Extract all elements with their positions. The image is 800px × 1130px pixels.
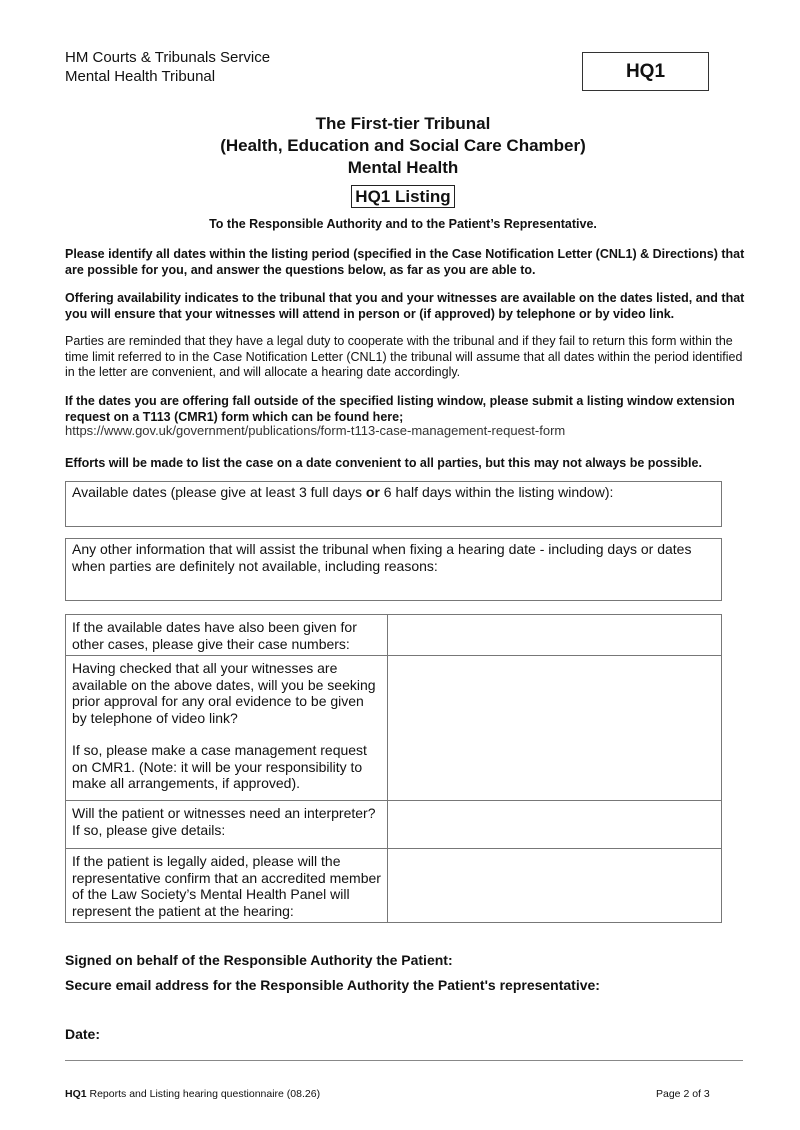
table-row <box>66 615 722 656</box>
question-case-numbers: If the available dates have also been given for other cases, please give their case numbers: <box>66 615 388 656</box>
form-code-box: HQ1 <box>582 52 709 91</box>
instruction-extension: If the dates you are offering fall outside of the specified listing window, please submit a listing window extension request on a T113 (CMR1) form which can be found here; <box>65 394 735 424</box>
question-interpreter: Will the patient or witnesses need an interpreter? If so, please give details: <box>66 801 388 849</box>
table-row <box>66 849 722 923</box>
instruction-efforts: Efforts will be made to list the case on a date convenient to all parties, but this may not always be possible. <box>65 456 702 470</box>
other-information-field[interactable] <box>65 538 722 601</box>
table-row <box>66 801 722 849</box>
footer-divider <box>65 1060 743 1061</box>
answer-remote-evidence[interactable] <box>388 656 722 801</box>
instruction-dates: Please identify all dates within the listing period (specified in the Case Notification Letter (CNL1) & Directions) that are possible for you, and answer the questions below, as far as you are able to. <box>65 247 745 277</box>
title-line-2: (Health, Education and Social Care Chamber) <box>220 136 586 155</box>
answer-interpreter[interactable] <box>388 801 722 849</box>
available-dates-label-or: or <box>365 484 380 500</box>
available-dates-field[interactable] <box>65 481 722 527</box>
org-name: HM Courts & Tribunals Service <box>65 49 271 66</box>
secure-email-label: Secure email address for the Responsible Authority the Patient's representative: <box>65 977 600 993</box>
answer-case-numbers[interactable] <box>388 615 722 656</box>
instruction-legal-duty: Parties are reminded that they have a legal duty to cooperate with the tribunal and if they fail to return this form within the time limit referred to in the Case Notification Letter (CNL1) the tribunal will assume that all dates within the period identified in the letter are convenient, and will allocate a hearing date accordingly. <box>65 334 743 379</box>
title-line-3: Mental Health <box>347 158 459 177</box>
page-number: Page 2 of 3 <box>656 1088 710 1100</box>
questions-table <box>65 614 722 923</box>
title-line-1: The First-tier Tribunal <box>315 114 491 133</box>
listing-label: HQ1 Listing <box>351 185 454 208</box>
addressee-subheading: To the Responsible Authority and to the Patient’s Representative. <box>209 217 597 231</box>
instruction-availability: Offering availability indicates to the tribunal that you and your witnesses are available on the dates listed, and that you will ensure that your witnesses will attend in person or (if approved) by telephone or by video link. <box>65 291 745 321</box>
footer-form-title <box>65 1088 320 1100</box>
signed-on-behalf-label: Signed on behalf of the Responsible Authority the Patient: <box>65 952 453 968</box>
date-label: Date: <box>65 1026 101 1042</box>
cmr1-form-link[interactable]: https://www.gov.uk/government/publications/form-t113-case-management-request-form <box>65 423 566 438</box>
listing-heading <box>0 185 800 208</box>
question-remote-evidence <box>66 656 388 801</box>
available-dates-label-end: 6 half days within the listing window): <box>379 484 614 500</box>
answer-legal-aid[interactable] <box>388 849 722 923</box>
organisation-header <box>65 48 270 86</box>
footer-form-name: Reports and Listing hearing questionnaire (08.26) <box>86 1088 321 1100</box>
other-information-label: Any other information that will assist the tribunal when fixing a hearing date - including days or dates when parties are definitely not available, including reasons: <box>72 541 692 574</box>
document-title <box>0 113 800 179</box>
remote-evidence-note: If so, please make a case management request on CMR1. (Note: it will be your responsibility to make all arrangements, if approved). <box>72 742 367 791</box>
question-legal-aid: If the patient is legally aided, please will the representative confirm that an accredited member of the Law Society’s Mental Health Panel will represent the patient at the hearing: <box>66 849 388 923</box>
remote-evidence-question: Having checked that all your witnesses are available on the above dates, will you be seeking prior approval for any oral evidence to be given by telephone of video link? <box>72 660 376 726</box>
footer-form-code: HQ1 <box>65 1088 87 1100</box>
available-dates-label-start: Available dates (please give at least 3 full days <box>72 484 366 500</box>
tribunal-name: Mental Health Tribunal <box>65 68 216 85</box>
table-row <box>66 656 722 801</box>
